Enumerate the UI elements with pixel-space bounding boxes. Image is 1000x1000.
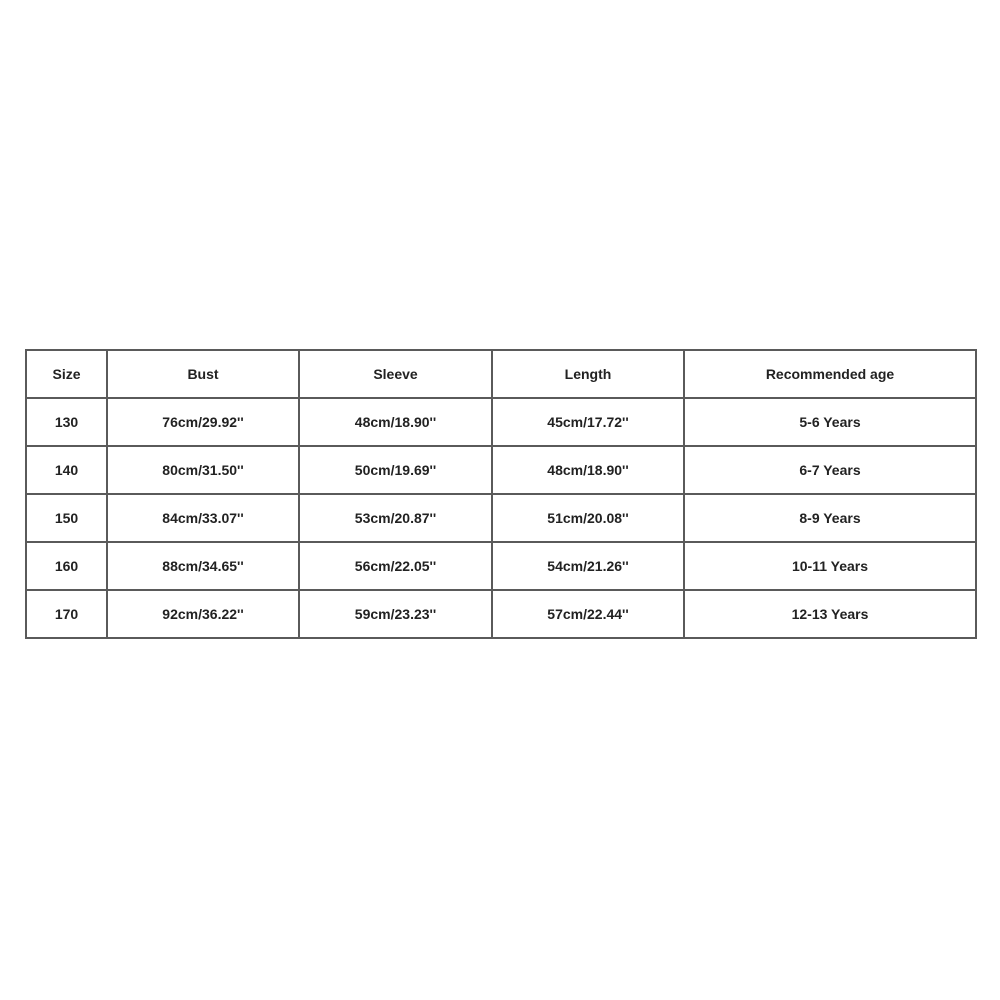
header-sleeve: Sleeve [299, 350, 492, 398]
cell-recommended-age: 8-9 Years [684, 494, 976, 542]
cell-sleeve: 59cm/23.23'' [299, 590, 492, 638]
cell-bust: 84cm/33.07'' [107, 494, 299, 542]
header-bust: Bust [107, 350, 299, 398]
cell-sleeve: 48cm/18.90'' [299, 398, 492, 446]
cell-bust: 80cm/31.50'' [107, 446, 299, 494]
cell-sleeve: 50cm/19.69'' [299, 446, 492, 494]
header-length: Length [492, 350, 684, 398]
cell-size: 160 [26, 542, 107, 590]
cell-recommended-age: 5-6 Years [684, 398, 976, 446]
header-row [26, 350, 976, 398]
cell-sleeve: 56cm/22.05'' [299, 542, 492, 590]
header-recommended-age: Recommended age [684, 350, 976, 398]
cell-length: 48cm/18.90'' [492, 446, 684, 494]
cell-length: 51cm/20.08'' [492, 494, 684, 542]
cell-bust: 88cm/34.65'' [107, 542, 299, 590]
size-table [25, 349, 977, 639]
cell-recommended-age: 6-7 Years [684, 446, 976, 494]
cell-length: 54cm/21.26'' [492, 542, 684, 590]
cell-recommended-age: 10-11 Years [684, 542, 976, 590]
cell-recommended-age: 12-13 Years [684, 590, 976, 638]
cell-length: 57cm/22.44'' [492, 590, 684, 638]
cell-bust: 92cm/36.22'' [107, 590, 299, 638]
header-size: Size [26, 350, 107, 398]
cell-length: 45cm/17.72'' [492, 398, 684, 446]
table-row [26, 446, 976, 494]
table-row [26, 590, 976, 638]
cell-size: 140 [26, 446, 107, 494]
cell-sleeve: 53cm/20.87'' [299, 494, 492, 542]
cell-size: 130 [26, 398, 107, 446]
cell-size: 150 [26, 494, 107, 542]
table-row [26, 494, 976, 542]
size-chart [25, 349, 975, 639]
table-row [26, 542, 976, 590]
cell-bust: 76cm/29.92'' [107, 398, 299, 446]
table-row [26, 398, 976, 446]
cell-size: 170 [26, 590, 107, 638]
